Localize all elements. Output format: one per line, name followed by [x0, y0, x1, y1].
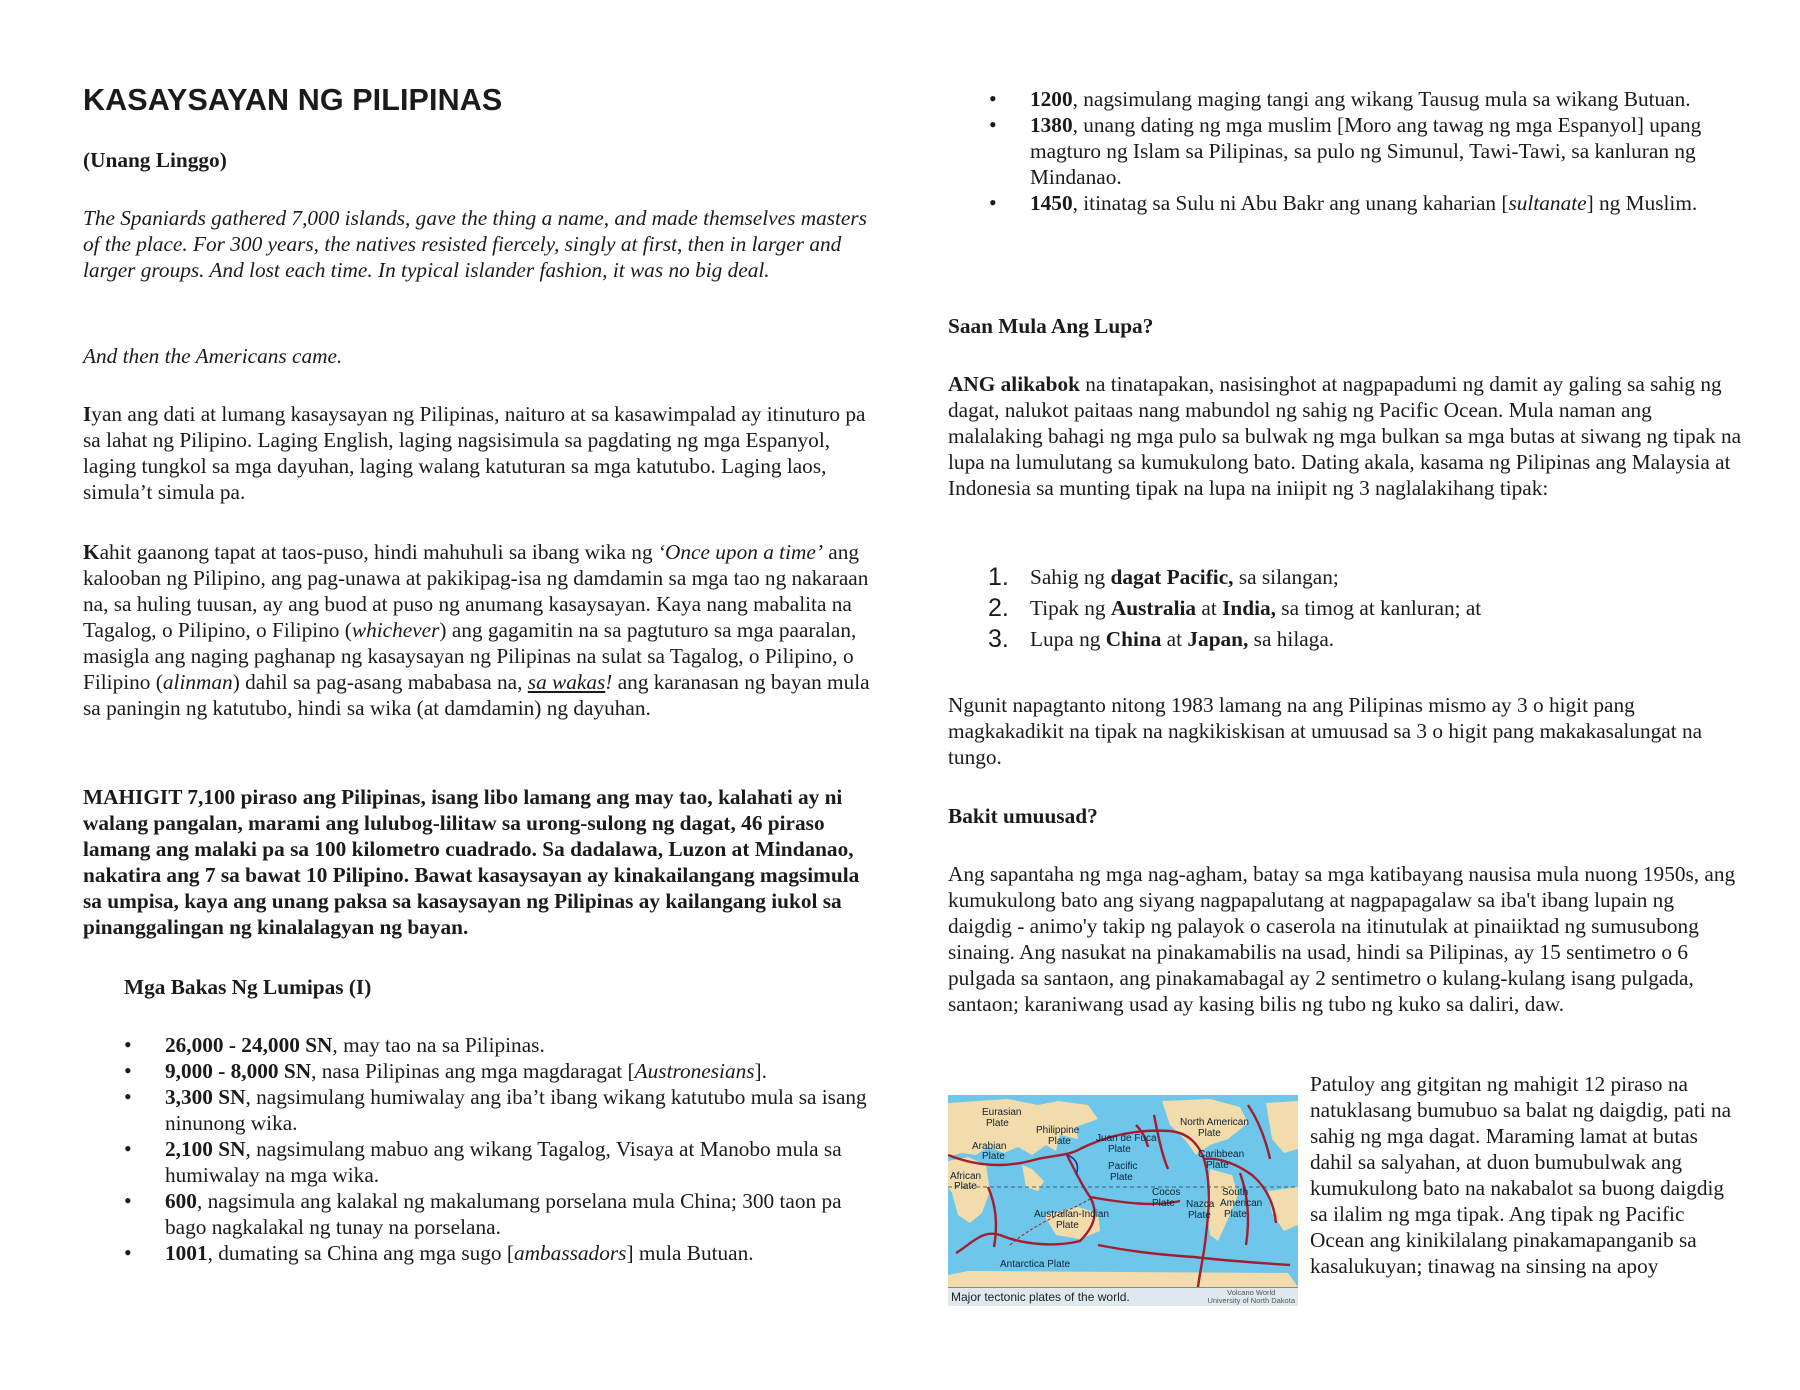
- plates-list: [988, 562, 1735, 655]
- paragraph-7: Patuloy ang gitgitan ng mahigit 12 piraso na natuklasang bumubuo sa balat ng daigdig, pati na sahig ng mga dagat. Maraming lamat at butas dahil sa salyahan, at duon bumubulwak ang kumukulong bato na nakabalot sa buong daigdig sa ilalim ng mga tipak. Ang tipak ng Pacific Ocean ang kinikilalang pinakamapanganib sa kasalukuyan; tinawag na sinsing na apoy: [1310, 1072, 1732, 1278]
- intro-quote-2: And then the Americans came.: [83, 344, 343, 368]
- paragraph-2: Kahit gaanong tapat at taos-puso, hindi mahuhuli sa ibang wika ng ‘Once upon a time’ ang kalooban ng Pilipino, ang pag-unawa at pakikipag-isa ng damdamin sa mga tao ng nakaraan na, sa huling tuusan, ay ang buod at puso ng anumang kasaysayan. Kaya nang mabalita na Tagalog, o Pilipino, o Filipino (whichever) ang gagamitin na sa pagtuturo sa mga paaralan, masigla ang naging paghanap ng kasaysayan ng Pilipinas na sulat sa Tagalog, o Pilipino, o Filipino (alinman) dahil sa pag-asang mababasa na, sa wakas! ang karanasan ng bayan mula sa paningin ng katutubo, hindi sa wika (at damdamin) ng dayuhan.: [83, 540, 870, 720]
- map-credit: Volcano World University of North Dakota: [1207, 1288, 1295, 1305]
- section-heading: Mga Bakas Ng Lumipas (I): [124, 975, 372, 999]
- bullet-icon: •: [124, 1032, 132, 1057]
- list-item: • 2,100 SN, nagsimulang mabuo ang wikang Tagalog, Visaya at Manobo mula sa humiwalay na mga wika.: [124, 1136, 842, 1187]
- map-caption: Major tectonic plates of the world. Volcano World University of North Dakota: [948, 1287, 1298, 1306]
- intro-quote: The Spaniards gathered 7,000 islands, gave the thing a name, and made themselves masters of the place. For 300 years, the natives resisted fiercely, singly at first, then in larger and larger groups. And lost each time. In typical islander fashion, it was no big deal.: [83, 206, 867, 282]
- svg-text:Plate: Plate: [954, 1181, 977, 1192]
- bullet-icon: •: [989, 190, 997, 215]
- bullet-icon: •: [124, 1058, 132, 1083]
- timeline-list: [124, 1032, 873, 1266]
- svg-text:Plate: Plate: [1048, 1136, 1071, 1147]
- list-item: • 9,000 - 8,000 SN, nasa Pilipinas ang mga magdaragat [Austronesians].: [124, 1058, 767, 1083]
- tectonic-plates-map: [948, 1095, 1298, 1305]
- svg-text:Plate: Plate: [1206, 1160, 1229, 1171]
- bullet-icon: •: [989, 112, 997, 137]
- list-item: 3. Lupa ng China at Japan, sa hilaga.: [988, 625, 1335, 653]
- svg-text:Plate: Plate: [982, 1151, 1005, 1162]
- drop-letter: I: [83, 402, 92, 426]
- svg-text:Plate: Plate: [1224, 1209, 1247, 1220]
- list-item: • 1450, itinatag sa Sulu ni Abu Bakr ang unang kaharian [sultanate] ng Muslim.: [989, 190, 1698, 215]
- list-item: • 3,300 SN, nagsimulang humiwalay ang iba’t ibang wikang katutubo mula sa isang ninunong wika.: [124, 1084, 867, 1135]
- paragraph-5: Ngunit napagtanto nitong 1983 lamang na ang Pilipinas mismo ay 3 o higit pang magkakadikit na tipak na nagkikiskisan at umuusad sa 3 o higit pang makakasalungat na tungo.: [948, 693, 1703, 769]
- paragraph-1: Iyan ang dati at lumang kasaysayan ng Pilipinas, naituro at sa kasawimpalad ay itinuturo pa sa lahat ng Pilipino. Laging English, laging nagsisimula sa pagdating ng mga Espanyol, laging tungkol sa mga dayuhan, laging walang katuturan sa mga katutubo. Laging laos, simula’t simula pa.: [83, 402, 866, 504]
- svg-text:Nazca: Nazca: [1186, 1199, 1215, 1210]
- svg-text:Plate: Plate: [1198, 1128, 1221, 1139]
- svg-text:Australian-Indian: Australian-Indian: [1034, 1209, 1110, 1220]
- drop-letter: K: [83, 540, 100, 564]
- bullet-icon: •: [124, 1136, 132, 1161]
- bullet-icon: •: [989, 86, 997, 111]
- svg-text:Plate: Plate: [1056, 1220, 1079, 1231]
- subtitle: (Unang Linggo): [83, 148, 227, 172]
- svg-text:North American: North American: [1180, 1117, 1249, 1128]
- svg-text:Caribbean: Caribbean: [1198, 1149, 1245, 1160]
- list-item: 1. Sahig ng dagat Pacific, sa silangan;: [988, 563, 1339, 591]
- heading-bakit: Bakit umuusad?: [948, 804, 1098, 828]
- svg-text:South: South: [1222, 1187, 1249, 1198]
- svg-text:Plate: Plate: [1188, 1210, 1211, 1221]
- svg-text:Pacific: Pacific: [1108, 1161, 1138, 1172]
- paragraph-3: MAHIGIT 7,100 piraso ang Pilipinas, isang libo lamang ang may tao, kalahati ay ni walang pangalan, marami ang lulubog-lilitaw sa urong-sulong ng dagat, 46 piraso lamang ang malaki pa sa 100 kilometro cuadrado. Sa dadalawa, Luzon at Mindanao, nakatira ang 7 sa bawat 10 Pilipino. Bawat kasaysayan ay kinakailangang magsimula sa umpisa, kaya ang unang paksa sa kasaysayan ng Pilipinas ay kailangang iukol sa pinanggalingan ng kinalalagyan ng bayan.: [83, 785, 860, 939]
- list-item: • 26,000 - 24,000 SN, may tao na sa Pilipinas.: [124, 1032, 545, 1057]
- paragraph-6: Ang sapantaha ng mga nag-agham, batay sa mga katibayang nausisa mula nuong 1950s, ang kumukulong bato ang siyang nagpapalutang at nagpapagalaw sa iba't ibang lupain ng daigdig - animo'y takip ng palayok o caserola na itinutulak at pinaiiktad ng sumusubong sinaing. Ang nasukat na pinakamabilis na usad, hindi sa Pilipinas, ay 15 sentimetro o 6 pulgada sa santaon, ang pinakamabagal ay 2 sentimetro o kulang-kulang isang pulgada, santaon; karaniwang usad ay kasing bilis ng tubo ng kuko sa daliri, daw.: [948, 862, 1736, 1016]
- svg-text:Arabian: Arabian: [972, 1141, 1007, 1152]
- svg-text:Cocos: Cocos: [1152, 1187, 1181, 1198]
- timeline-list-continued: [989, 86, 1735, 216]
- bullet-icon: •: [124, 1084, 132, 1109]
- svg-text:American: American: [1220, 1198, 1263, 1209]
- svg-text:Juan de Fuca: Juan de Fuca: [1096, 1133, 1157, 1144]
- svg-text:Plate: Plate: [1152, 1198, 1175, 1209]
- list-item: 2. Tipak ng Australia at India, sa timog at kanluran; at: [988, 594, 1482, 622]
- list-item: • 1380, unang dating ng mga muslim [Moro ang tawag ng mga Espanyol] upang magturo ng Islam sa Pilipinas, sa pulo ng Simunul, Tawi-Tawi, sa kanluran ng Mindanao.: [989, 112, 1702, 189]
- bullet-icon: •: [124, 1188, 132, 1213]
- bullet-icon: •: [124, 1240, 132, 1265]
- svg-text:Eurasian: Eurasian: [982, 1107, 1022, 1118]
- svg-text:Antarctica Plate: Antarctica Plate: [1000, 1259, 1071, 1270]
- svg-text:Plate: Plate: [1108, 1144, 1131, 1155]
- svg-text:Plate: Plate: [1110, 1172, 1133, 1183]
- world-map-image: [948, 1095, 1298, 1287]
- page-title: KASAYSAYAN NG PILIPINAS: [83, 83, 503, 117]
- list-item: • 1200, nagsimulang maging tangi ang wikang Tausug mula sa wikang Butuan.: [989, 86, 1691, 111]
- paragraph-4: ANG alikabok na tinatapakan, nasisinghot at nagpapadumi ng damit ay galing sa sahig ng dagat, nalukot paitaas nang mabundol ng sahig ng Pacific Ocean. Mula naman ang malalaking bahagi ng mga pulo sa bulwak ng mga bulkan sa mga butas at siwang ng tipak na lupa na lumulutang sa kumukulong bato. Dating akala, kasama ng Pilipinas ang Malaysia at Indonesia sa munting tipak na lupa na iniipit ng 3 naglalakihang tipak:: [948, 372, 1742, 500]
- svg-text:Philippine: Philippine: [1036, 1125, 1080, 1136]
- list-item: • 1001, dumating sa China ang mga sugo [ambassadors] mula Butuan.: [124, 1240, 754, 1265]
- heading-saan-mula: Saan Mula Ang Lupa?: [948, 314, 1154, 338]
- list-item: • 600, nagsimula ang kalakal ng makalumang porselana mula China; 300 taon pa bago nagkalakal ng tunay na porselana.: [124, 1188, 842, 1239]
- svg-text:Plate: Plate: [986, 1118, 1009, 1129]
- svg-text:African: African: [950, 1171, 982, 1182]
